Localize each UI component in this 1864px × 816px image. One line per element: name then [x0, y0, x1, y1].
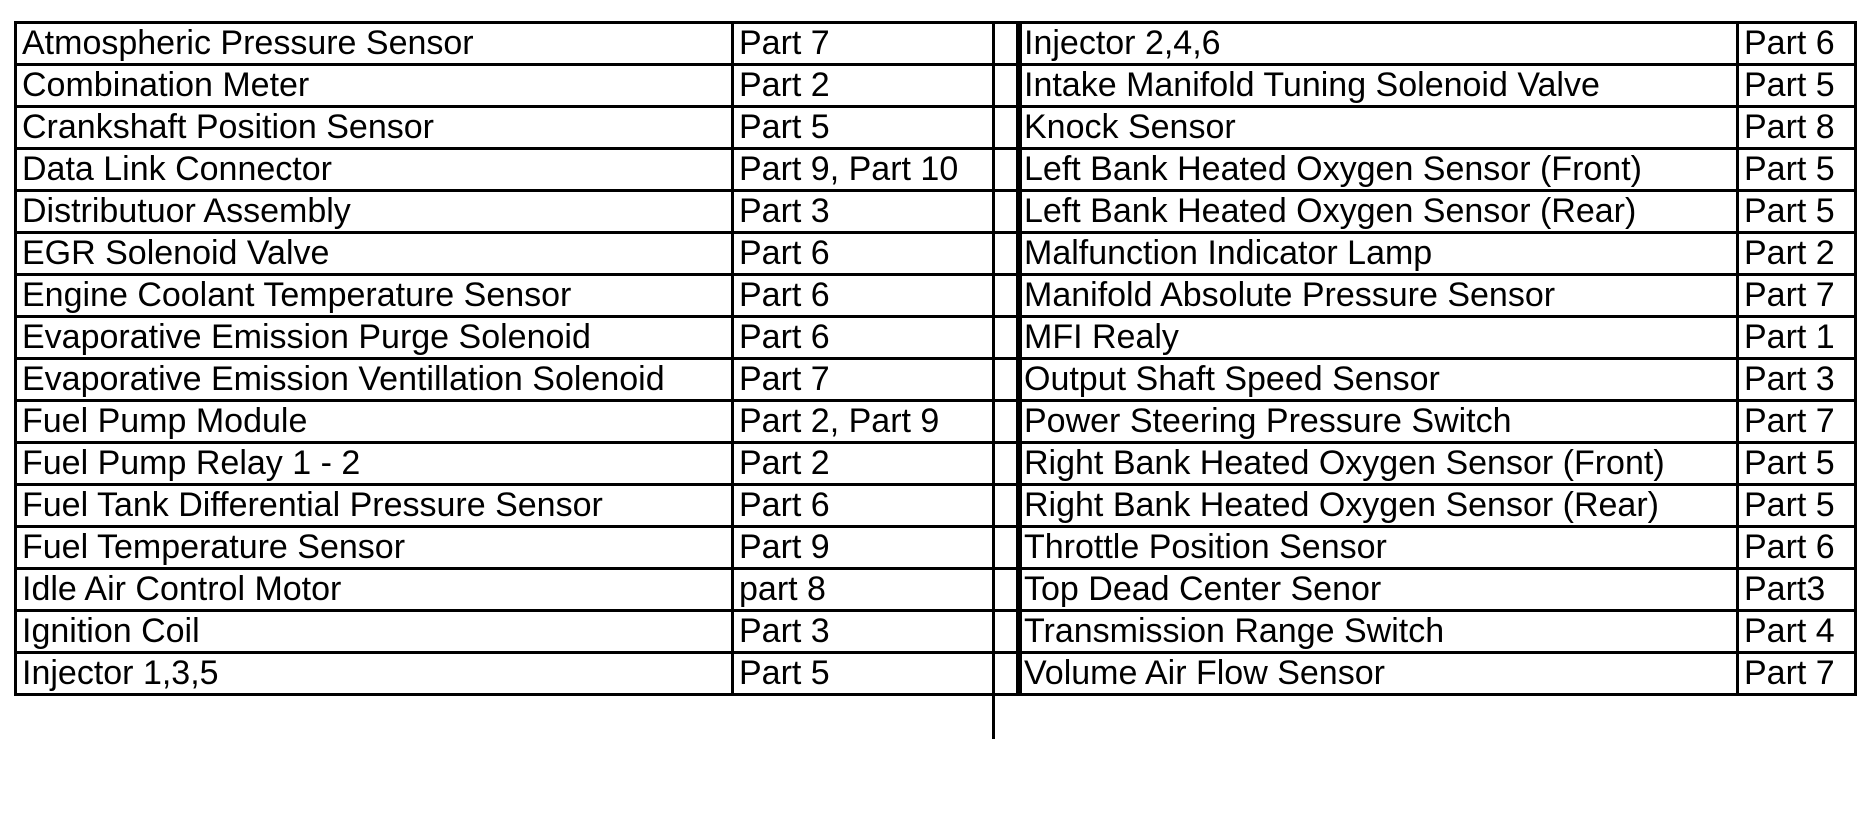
part-reference-cell: Part 3	[1738, 359, 1856, 401]
part-reference-cell: Part 5	[1738, 65, 1856, 107]
part-reference-cell: Part 2, Part 9	[733, 401, 1021, 443]
part-reference-cell: Part 7	[1738, 275, 1856, 317]
column-divider	[992, 21, 995, 739]
table-row	[1018, 569, 1856, 611]
table-row	[16, 275, 1021, 317]
table-row	[16, 359, 1021, 401]
table-row	[16, 569, 1021, 611]
part-reference-cell: Part 2	[1738, 233, 1856, 275]
part-reference-cell: Part 7	[1738, 401, 1856, 443]
component-name-cell: Intake Manifold Tuning Solenoid Valve	[1018, 65, 1738, 107]
part-reference-cell: Part 6	[733, 275, 1021, 317]
table-row	[1018, 107, 1856, 149]
table-row	[1018, 65, 1856, 107]
table-row	[16, 611, 1021, 653]
component-name-cell: Top Dead Center Senor	[1018, 569, 1738, 611]
component-name-cell: Malfunction Indicator Lamp	[1018, 233, 1738, 275]
part-reference-cell: Part 5	[733, 653, 1021, 695]
component-name-cell: Crankshaft Position Sensor	[16, 107, 733, 149]
table-row	[1018, 485, 1856, 527]
table-row	[16, 65, 1021, 107]
component-name-cell: Idle Air Control Motor	[16, 569, 733, 611]
table-row	[16, 23, 1021, 65]
part-reference-cell: Part 7	[733, 23, 1021, 65]
part-reference-cell: Part 6	[733, 233, 1021, 275]
component-name-cell: MFI Realy	[1018, 317, 1738, 359]
component-index-table-right	[1016, 21, 1857, 696]
component-name-cell: Fuel Tank Differential Pressure Sensor	[16, 485, 733, 527]
table-row	[1018, 401, 1856, 443]
part-reference-cell: Part 3	[733, 611, 1021, 653]
component-index-table-left-body	[16, 23, 1021, 695]
component-name-cell: Transmission Range Switch	[1018, 611, 1738, 653]
part-reference-cell: Part 1	[1738, 317, 1856, 359]
component-name-cell: Fuel Temperature Sensor	[16, 527, 733, 569]
component-name-cell: Combination Meter	[16, 65, 733, 107]
table-row	[1018, 317, 1856, 359]
component-name-cell: Fuel Pump Module	[16, 401, 733, 443]
part-reference-cell: Part 4	[1738, 611, 1856, 653]
part-reference-cell: Part 2	[733, 443, 1021, 485]
component-name-cell: Knock Sensor	[1018, 107, 1738, 149]
component-name-cell: Right Bank Heated Oxygen Sensor (Rear)	[1018, 485, 1738, 527]
component-name-cell: Right Bank Heated Oxygen Sensor (Front)	[1018, 443, 1738, 485]
part-reference-cell: Part 6	[733, 317, 1021, 359]
table-row	[1018, 233, 1856, 275]
component-name-cell: Throttle Position Sensor	[1018, 527, 1738, 569]
component-index-table-left	[14, 21, 1022, 696]
part-reference-cell: Part 9, Part 10	[733, 149, 1021, 191]
table-row	[1018, 275, 1856, 317]
table-row	[16, 107, 1021, 149]
table-row	[16, 401, 1021, 443]
component-name-cell: Manifold Absolute Pressure Sensor	[1018, 275, 1738, 317]
component-name-cell: Evaporative Emission Ventillation Solenoid	[16, 359, 733, 401]
table-row	[16, 443, 1021, 485]
part-reference-cell: Part 5	[733, 107, 1021, 149]
table-row	[1018, 191, 1856, 233]
component-name-cell: Injector 2,4,6	[1018, 23, 1738, 65]
component-name-cell: Left Bank Heated Oxygen Sensor (Front)	[1018, 149, 1738, 191]
component-name-cell: Evaporative Emission Purge Solenoid	[16, 317, 733, 359]
table-row	[1018, 527, 1856, 569]
component-name-cell: Left Bank Heated Oxygen Sensor (Rear)	[1018, 191, 1738, 233]
component-name-cell: Power Steering Pressure Switch	[1018, 401, 1738, 443]
component-index-table-right-body	[1018, 23, 1856, 695]
component-name-cell: Fuel Pump Relay 1 - 2	[16, 443, 733, 485]
part-reference-cell: Part 5	[1738, 191, 1856, 233]
part-reference-cell: Part 5	[1738, 149, 1856, 191]
table-row	[16, 485, 1021, 527]
table-row	[16, 527, 1021, 569]
part-reference-cell: Part3	[1738, 569, 1856, 611]
table-row	[1018, 149, 1856, 191]
table-row	[16, 317, 1021, 359]
component-name-cell: Output Shaft Speed Sensor	[1018, 359, 1738, 401]
component-name-cell: Volume Air Flow Sensor	[1018, 653, 1738, 695]
table-row	[16, 149, 1021, 191]
part-reference-cell: Part 3	[733, 191, 1021, 233]
component-name-cell: Injector 1,3,5	[16, 653, 733, 695]
part-reference-cell: Part 7	[1738, 653, 1856, 695]
part-reference-cell: Part 7	[733, 359, 1021, 401]
table-row	[16, 233, 1021, 275]
part-reference-cell: Part 6	[1738, 527, 1856, 569]
part-reference-cell: Part 8	[1738, 107, 1856, 149]
table-row	[1018, 23, 1856, 65]
part-reference-cell: Part 6	[733, 485, 1021, 527]
part-reference-cell: Part 5	[1738, 485, 1856, 527]
table-row	[1018, 611, 1856, 653]
component-name-cell: Data Link Connector	[16, 149, 733, 191]
component-name-cell: Atmospheric Pressure Sensor	[16, 23, 733, 65]
component-name-cell: Ignition Coil	[16, 611, 733, 653]
table-row	[16, 191, 1021, 233]
table-row	[1018, 653, 1856, 695]
component-name-cell: EGR Solenoid Valve	[16, 233, 733, 275]
table-row	[1018, 359, 1856, 401]
part-reference-cell: part 8	[733, 569, 1021, 611]
component-name-cell: Distributuor Assembly	[16, 191, 733, 233]
part-reference-cell: Part 6	[1738, 23, 1856, 65]
component-name-cell: Engine Coolant Temperature Sensor	[16, 275, 733, 317]
part-reference-cell: Part 9	[733, 527, 1021, 569]
table-row	[16, 653, 1021, 695]
part-reference-cell: Part 2	[733, 65, 1021, 107]
part-reference-cell: Part 5	[1738, 443, 1856, 485]
table-row	[1018, 443, 1856, 485]
